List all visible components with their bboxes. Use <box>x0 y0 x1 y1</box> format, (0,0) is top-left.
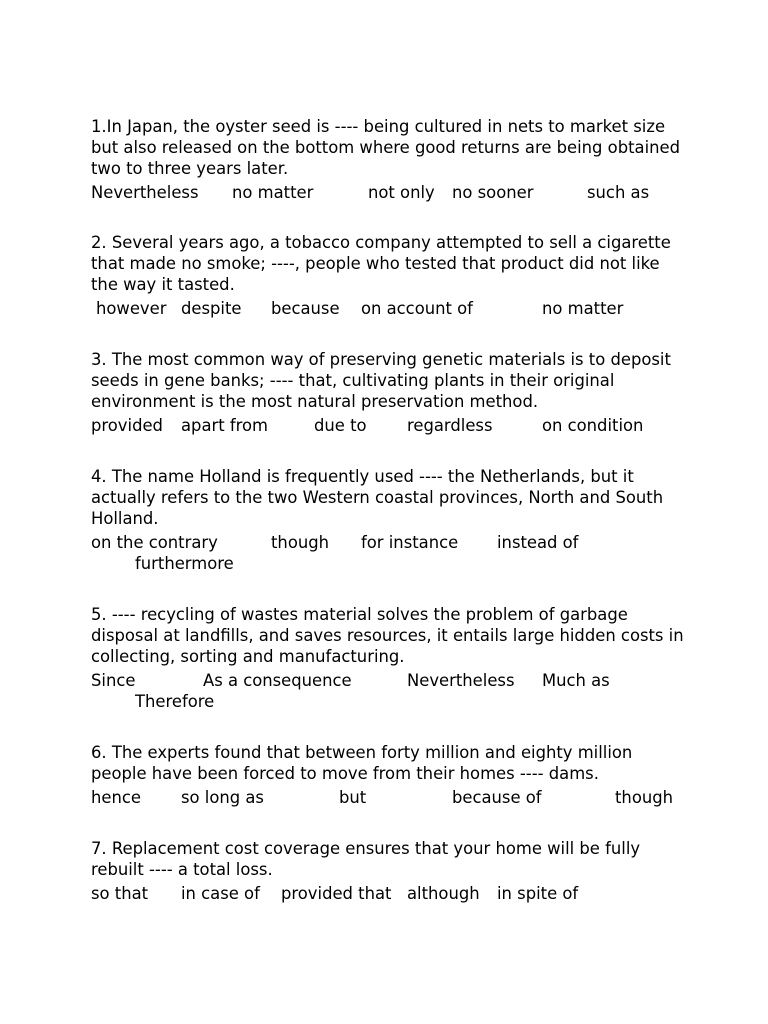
options-row <box>91 182 691 204</box>
options-row <box>91 670 691 714</box>
option-e: in spite of <box>497 884 579 903</box>
question-3 <box>91 349 691 437</box>
option-d: because of <box>452 788 542 807</box>
option-b: so long as <box>181 788 264 807</box>
question-stem: 6. The experts found that between forty million and eighty million people have been forced to move from their homes ---- dams. <box>91 743 633 783</box>
option-a: hence <box>91 788 141 807</box>
options-row <box>91 298 691 320</box>
question-stem: 3. The most common way of preserving genetic materials is to deposit seeds in gene banks; ---- that, cultivating plants in their original environment is the most natural preservation method. <box>91 350 671 411</box>
option-a: on the contrary <box>91 533 218 552</box>
option-e: Therefore <box>135 692 215 711</box>
option-b: though <box>271 533 330 552</box>
option-d: although <box>407 884 480 903</box>
option-a: Nevertheless <box>91 183 199 202</box>
option-c: but <box>339 788 367 807</box>
options-row <box>91 532 691 576</box>
question-stem: 4. The name Holland is frequently used ---- the Netherlands, but it actually refers to the two Western coastal provinces, North and South Holland. <box>91 467 664 528</box>
option-c: because <box>271 299 340 318</box>
option-a: so that <box>91 884 149 903</box>
question-5 <box>91 604 691 714</box>
question-stem: 2. Several years ago, a tobacco company attempted to sell a cigarette that made no smoke; ----, people who tested that product did not like the way it tasted. <box>91 233 671 294</box>
option-d: instead of <box>497 533 579 552</box>
option-d: no sooner <box>452 183 534 202</box>
option-e: on condition <box>542 416 644 435</box>
question-7 <box>91 838 691 905</box>
option-d: Much as <box>542 671 610 690</box>
option-a: Since <box>91 671 136 690</box>
option-e: such as <box>587 183 650 202</box>
option-e: furthermore <box>135 554 234 573</box>
question-6 <box>91 742 691 809</box>
option-a: provided <box>91 416 163 435</box>
option-c: Nevertheless <box>407 671 515 690</box>
question-2 <box>91 232 691 320</box>
option-d: on account of <box>361 299 473 318</box>
option-e: no matter <box>542 299 624 318</box>
option-e: though <box>615 788 674 807</box>
option-a: however <box>96 299 167 318</box>
options-row <box>91 883 691 905</box>
option-b: despite <box>181 299 242 318</box>
question-stem: 5. ---- recycling of wastes material solves the problem of garbage disposal at landfills, and saves resources, it entails large hidden costs in collecting, sorting and manufacturing. <box>91 605 684 666</box>
options-row <box>91 787 691 809</box>
option-d: regardless <box>407 416 493 435</box>
option-b: no matter <box>232 183 314 202</box>
option-b: apart from <box>181 416 269 435</box>
option-c: provided that <box>281 884 392 903</box>
question-4 <box>91 466 691 576</box>
option-c: not only <box>368 183 435 202</box>
question-stem: 7. Replacement cost coverage ensures that your home will be fully rebuilt ---- a total loss. <box>91 839 641 879</box>
option-c: for instance <box>361 533 459 552</box>
option-b: in case of <box>181 884 260 903</box>
question-stem: 1.In Japan, the oyster seed is ---- being cultured in nets to market size but also released on the bottom where good returns are being obtained two to three years later. <box>91 117 680 178</box>
option-c: due to <box>314 416 367 435</box>
option-b: As a consequence <box>203 671 352 690</box>
question-1 <box>91 116 691 204</box>
options-row <box>91 415 691 437</box>
